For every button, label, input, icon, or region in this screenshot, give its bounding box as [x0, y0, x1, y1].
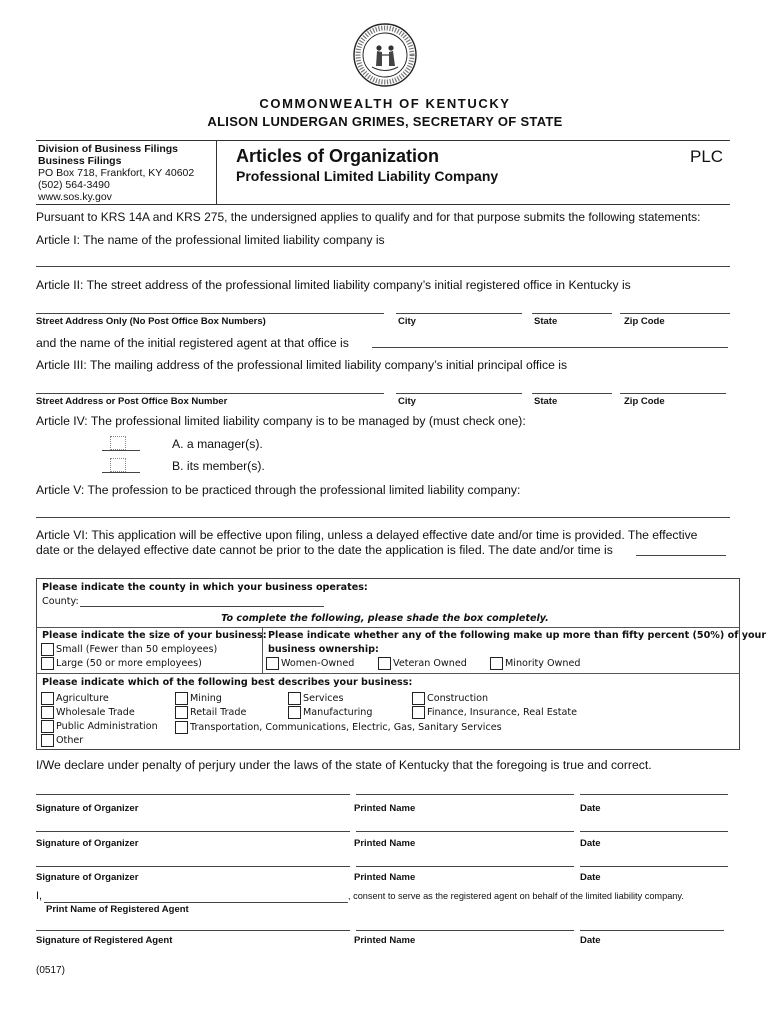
article-3-text: Article III: The mailing address of the professional limited liability company’s initial principal office is — [36, 358, 568, 372]
member-checkbox[interactable] — [110, 458, 126, 472]
state-label-2: State — [534, 396, 558, 407]
print-agent-label: Print Name of Registered Agent — [46, 904, 189, 915]
mailing-city-field[interactable] — [396, 393, 522, 394]
organizer-2-date-label: Date — [580, 838, 601, 849]
intro-text: Pursuant to KRS 14A and KRS 275, the undersigned applies to qualify and for that purpose submits the following statements: — [36, 210, 701, 224]
mining-label: Mining — [190, 693, 222, 704]
organizer-1-printed-label: Printed Name — [354, 803, 416, 814]
organizer-1-name-field[interactable] — [356, 794, 574, 795]
organizer-2-name-field[interactable] — [356, 831, 574, 832]
header-top-rule — [36, 140, 730, 141]
article-5-text: Article V: The profession to be practiced through the professional limited liability company: — [36, 483, 521, 497]
box-rule-2 — [36, 673, 740, 674]
manufacturing-checkbox[interactable] — [288, 706, 301, 719]
industry-question: Please indicate which of the following best describes your business: — [42, 677, 413, 688]
city-label-2: City — [398, 396, 416, 407]
women-owned-label: Women-Owned — [281, 658, 355, 669]
secretary-header: ALISON LUNDERGAN GRIMES, SECRETARY OF STATE — [207, 114, 563, 129]
header-bottom-rule — [36, 204, 730, 205]
division-address: PO Box 718, Frankfort, KY 40602 — [38, 167, 195, 179]
form-subtitle: Professional Limited Liability Company — [236, 168, 499, 184]
zip-label-2: Zip Code — [624, 396, 665, 407]
form-code: PLC — [690, 147, 724, 166]
registered-city-field[interactable] — [396, 313, 522, 314]
organizer-3-signature-label: Signature of Organizer — [36, 872, 139, 883]
consent-text: , consent to serve as the registered agent on behalf of the limited liability company. — [348, 891, 684, 901]
organizer-2-signature-label: Signature of Organizer — [36, 838, 139, 849]
agriculture-checkbox[interactable] — [41, 692, 54, 705]
finance-label: Finance, Insurance, Real Estate — [427, 707, 578, 718]
organizer-1-date-field[interactable] — [580, 794, 728, 795]
kentucky-seal — [352, 22, 418, 88]
organizer-2-date-field[interactable] — [580, 831, 728, 832]
member-line — [102, 472, 140, 473]
services-label: Services — [303, 693, 344, 704]
box-rule-1 — [36, 627, 740, 628]
agent-prefix: I, — [36, 890, 43, 902]
division-name: Division of Business Filings — [38, 143, 179, 155]
other-label: Other — [56, 735, 84, 746]
ownership-question: Please indicate whether any of the following make up more than fifty percent (50%) of your — [268, 630, 767, 641]
agent-date-field[interactable] — [580, 930, 724, 931]
header-divider — [216, 140, 217, 204]
division-subname: Business Filings — [38, 155, 122, 167]
finance-checkbox[interactable] — [412, 706, 425, 719]
veteran-owned-checkbox[interactable] — [378, 657, 391, 670]
organizer-3-printed-label: Printed Name — [354, 872, 416, 883]
wholesale-label: Wholesale Trade — [56, 707, 135, 718]
article-6-line1: Article VI: This application will be effective upon filing, unless a delayed effective date and/or time is provided. The effective — [36, 528, 698, 542]
agent-date-label: Date — [580, 935, 601, 946]
city-label: City — [398, 316, 416, 327]
minority-owned-checkbox[interactable] — [490, 657, 503, 670]
other-checkbox[interactable] — [41, 734, 54, 747]
manager-checkbox[interactable] — [110, 436, 126, 450]
zip-label: Zip Code — [624, 316, 665, 327]
shade-instruction: To complete the following, please shade the box completely. — [221, 613, 549, 624]
agent-name-field[interactable] — [356, 930, 574, 931]
division-phone: (502) 564-3490 — [38, 179, 110, 191]
organizer-3-date-label: Date — [580, 872, 601, 883]
services-checkbox[interactable] — [288, 692, 301, 705]
effective-date-field[interactable] — [636, 555, 726, 556]
option-b-label: B. its member(s). — [172, 459, 265, 473]
option-a-label: A. a manager(s). — [172, 437, 263, 451]
size-question: Please indicate the size of your business: — [42, 630, 267, 641]
article-4-text: Article IV: The professional limited liability company is to be managed by (must check one): — [36, 414, 526, 428]
registered-state-field[interactable] — [532, 313, 612, 314]
state-label: State — [534, 316, 558, 327]
article-6-line2: date or the delayed effective date cannot be prior to the date the application is filed. The date and/or time is — [36, 543, 613, 557]
commonwealth-header: COMMONWEALTH OF KENTUCKY — [259, 96, 511, 111]
transportation-label: Transportation, Communications, Electric, Gas, Sanitary Services — [190, 722, 502, 733]
public-admin-checkbox[interactable] — [41, 720, 54, 733]
registered-agent-field[interactable] — [372, 347, 728, 348]
article-2-text: Article II: The street address of the professional limited liability company’s initial registered office in Kentucky is — [36, 278, 631, 292]
form-revision-code: (0517) — [36, 965, 65, 976]
organizer-2-signature-field[interactable] — [36, 831, 350, 832]
small-business-checkbox[interactable] — [41, 643, 54, 656]
agent-line-text: and the name of the initial registered agent at that office is — [36, 336, 349, 350]
mining-checkbox[interactable] — [175, 692, 188, 705]
street-label: Street Address Only (No Post Office Box Numbers) — [36, 316, 266, 327]
mailing-zip-field[interactable] — [620, 393, 726, 394]
large-business-label: Large (50 or more employees) — [56, 658, 202, 669]
small-business-label: Small (Fewer than 50 employees) — [56, 644, 218, 655]
retail-label: Retail Trade — [190, 707, 247, 718]
public-admin-label: Public Administration — [56, 721, 158, 732]
mailing-state-field[interactable] — [532, 393, 612, 394]
county-question: Please indicate the county in which your business operates: — [42, 582, 368, 593]
agent-signature-label: Signature of Registered Agent — [36, 935, 173, 946]
organizer-1-signature-field[interactable] — [36, 794, 350, 795]
declaration-text: I/We declare under penalty of perjury under the laws of the state of Kentucky that the foregoing is true and correct. — [36, 758, 652, 772]
construction-checkbox[interactable] — [412, 692, 425, 705]
division-website: www.sos.ky.gov — [38, 191, 112, 203]
street-label-2: Street Address or Post Office Box Number — [36, 396, 228, 407]
agent-print-name-field[interactable] — [44, 902, 348, 903]
registered-street-field[interactable] — [36, 313, 384, 314]
registered-zip-field[interactable] — [620, 313, 730, 314]
large-business-checkbox[interactable] — [41, 657, 54, 670]
manufacturing-label: Manufacturing — [303, 707, 373, 718]
organizer-3-date-field[interactable] — [580, 866, 728, 867]
organizer-1-date-label: Date — [580, 803, 601, 814]
retail-checkbox[interactable] — [175, 706, 188, 719]
organizer-3-signature-field[interactable] — [36, 866, 350, 867]
profession-field[interactable] — [36, 517, 730, 518]
mailing-street-field[interactable] — [36, 393, 384, 394]
veteran-owned-label: Veteran Owned — [393, 658, 467, 669]
minority-owned-label: Minority Owned — [505, 658, 581, 669]
form-title: Articles of Organization — [236, 146, 440, 166]
transportation-checkbox[interactable] — [175, 721, 188, 734]
manager-line — [102, 450, 140, 451]
construction-label: Construction — [427, 693, 489, 704]
organizer-3-name-field[interactable] — [356, 866, 574, 867]
organizer-1-signature-label: Signature of Organizer — [36, 803, 139, 814]
agent-signature-field[interactable] — [36, 930, 350, 931]
county-field[interactable] — [80, 606, 324, 607]
women-owned-checkbox[interactable] — [266, 657, 279, 670]
organizer-2-printed-label: Printed Name — [354, 838, 416, 849]
company-name-field[interactable] — [36, 266, 730, 267]
article-1-text: Article I: The name of the professional limited liability company is — [36, 233, 385, 247]
agriculture-label: Agriculture — [56, 693, 109, 704]
county-label: County: — [42, 596, 79, 607]
division-info — [38, 143, 194, 203]
wholesale-checkbox[interactable] — [41, 706, 54, 719]
agent-printed-label: Printed Name — [354, 935, 416, 946]
ownership-question-2: business ownership: — [268, 644, 379, 655]
